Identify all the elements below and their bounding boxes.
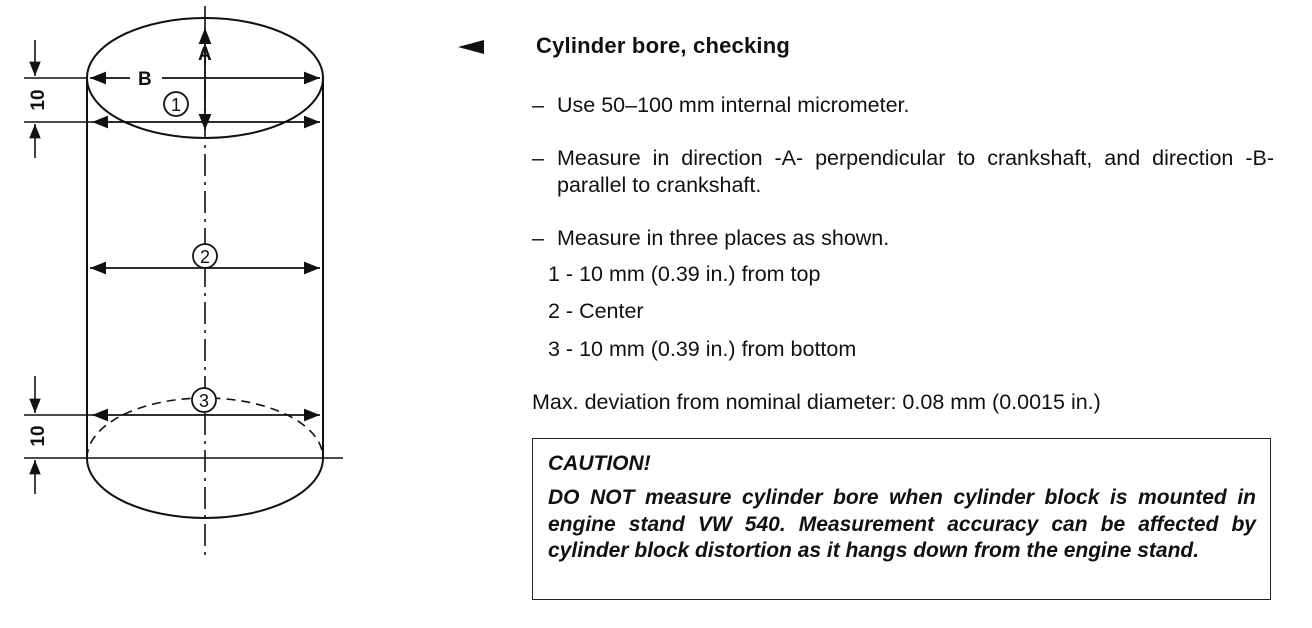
dimension-bottom-label: 10: [28, 425, 49, 447]
step-1-text: Use 50–100 mm internal micrometer.: [557, 93, 910, 117]
step-2-text: Measure in direction -A- perpendicular to crankshaft, and direction -B- parallel to crankshaft.: [557, 146, 1274, 197]
max-deviation: Max. deviation from nominal diameter: 0.08 mm (0.0015 in.): [532, 390, 1101, 414]
step-2: [532, 145, 1274, 199]
caution-body: DO NOT measure cylinder bore when cylinder block is mounted in engine stand VW 540. Measurement accuracy can be affected by cylinder block distortion as it hangs down from the engine stand.: [548, 486, 1256, 562]
bullet-dash: –: [532, 226, 544, 250]
caution-title: CAUTION!: [548, 452, 651, 475]
dimension-top-label: 10: [28, 89, 49, 111]
place-item-2: 2 - Center: [548, 299, 644, 323]
caution-box: [532, 438, 1271, 600]
place-item-3: 3 - 10 mm (0.39 in.) from bottom: [548, 337, 857, 361]
label-a: A: [198, 44, 212, 65]
step-1: [532, 92, 1274, 119]
label-b: B: [138, 69, 152, 90]
bullet-dash: –: [532, 146, 544, 170]
cylinder-bore-diagram: [0, 0, 460, 628]
step-3-text: Measure in three places as shown.: [557, 226, 890, 250]
bottom-dimension: [24, 376, 343, 494]
callout-3: 3: [198, 391, 210, 411]
bullet-dash: –: [532, 93, 544, 117]
section-heading: Cylinder bore, checking: [536, 33, 791, 58]
step-3: [532, 225, 1274, 252]
callout-2: 2: [199, 247, 211, 267]
callout-1: 1: [170, 95, 182, 115]
pointer-arrow-icon: [458, 40, 484, 54]
place-item-1: 1 - 10 mm (0.39 in.) from top: [548, 262, 821, 286]
